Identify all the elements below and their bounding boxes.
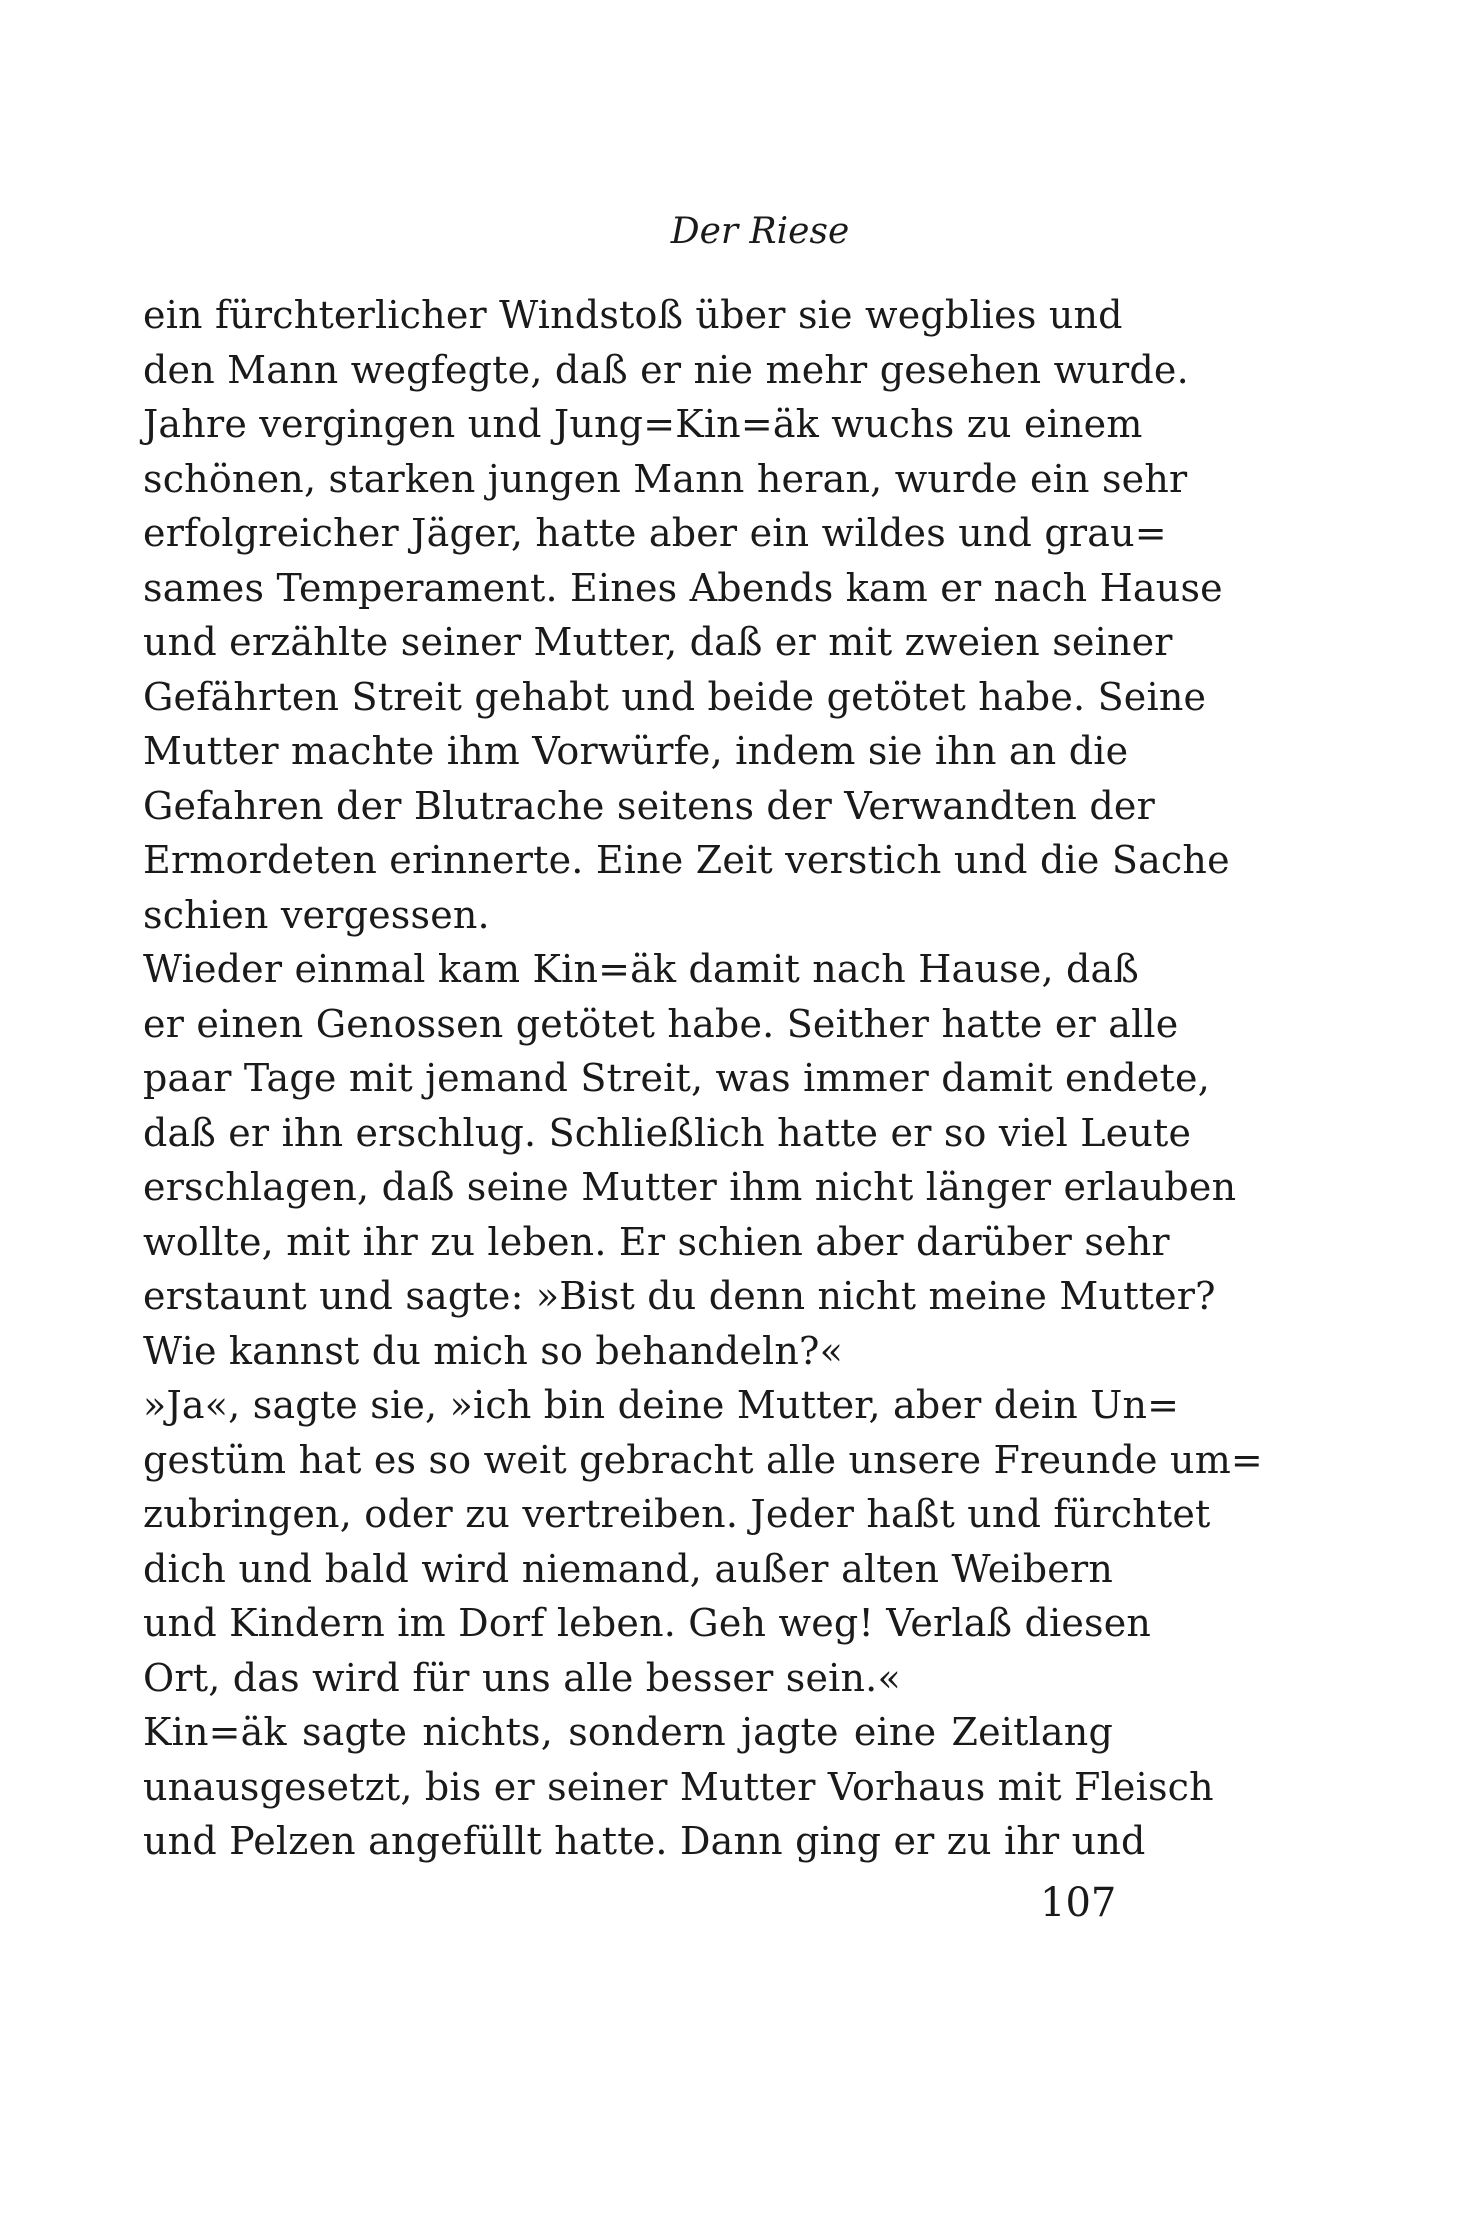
text-line: Ort, das wird für uns alle besser sein.« [143, 1655, 901, 1700]
text-line: paar Tage mit jemand Streit, was immer damit endete, [143, 1056, 1210, 1100]
text-line: schien vergessen. [143, 892, 490, 937]
page-number: 107 [1040, 1880, 1117, 1926]
body-text [143, 288, 1263, 1869]
text-line: dich und bald wird niemand, außer alten Weibern [143, 1546, 1113, 1591]
text-line: Ermordeten erinnerte. Eine Zeit verstich und die Sache [143, 838, 1230, 882]
text-line: Mutter machte ihm Vorwürfe, indem sie ihn an die [143, 729, 1129, 773]
text-line: den Mann wegfegte, daß er nie mehr gesehen wurde. [143, 347, 1189, 392]
text-line: gestüm hat es so weit gebracht alle unsere Freunde um= [143, 1437, 1263, 1482]
text-line: Wieder einmal kam Kin=äk damit nach Hause, daß [143, 947, 1139, 991]
text-line: zubringen, oder zu vertreiben. Jeder haßt und fürchtet [143, 1492, 1211, 1536]
text-line: er einen Genossen getötet habe. Seither hatte er alle [143, 1001, 1179, 1046]
text-line: Kin=äk sagte nichts, sondern jagte eine Zeitlang [143, 1710, 1113, 1754]
text-line: und Pelzen angefüllt hatte. Dann ging er zu ihr und [143, 1819, 1146, 1863]
text-line: erfolgreicher Jäger, hatte aber ein wildes und grau= [143, 511, 1167, 555]
text-line: wollte, mit ihr zu leben. Er schien aber darüber sehr [143, 1219, 1170, 1264]
text-line: daß er ihn erschlug. Schließlich hatte er so viel Leute [143, 1110, 1192, 1155]
text-line: ein fürchterlicher Windstoß über sie wegblies und [143, 293, 1123, 337]
text-line: erstaunt und sagte: »Bist du denn nicht meine Mutter? [143, 1274, 1216, 1318]
text-line: und erzählte seiner Mutter, daß er mit zweien seiner [143, 620, 1173, 664]
text-line: Gefährten Streit gehabt und beide getötet habe. Seine [143, 674, 1207, 719]
text-line: unausgesetzt, bis er seiner Mutter Vorhaus mit Fleisch [143, 1764, 1214, 1809]
text-line: Gefahren der Blutrache seitens der Verwandten der [143, 783, 1155, 828]
text-line: schönen, starken jungen Mann heran, wurde ein sehr [143, 456, 1188, 501]
text-line: und Kindern im Dorf leben. Geh weg! Verlaß diesen [143, 1601, 1152, 1645]
text-line: Wie kannst du mich so behandeln?« [143, 1328, 844, 1373]
text-line: sames Temperament. Eines Abends kam er nach Hause [143, 565, 1223, 610]
text-line: erschlagen, daß seine Mutter ihm nicht länger erlauben [143, 1165, 1237, 1209]
running-head: Der Riese [670, 211, 850, 252]
text-line: »Ja«, sagte sie, »ich bin deine Mutter, aber dein Un= [143, 1383, 1180, 1427]
text-line: Jahre vergingen und Jung=Kin=äk wuchs zu einem [143, 402, 1143, 446]
